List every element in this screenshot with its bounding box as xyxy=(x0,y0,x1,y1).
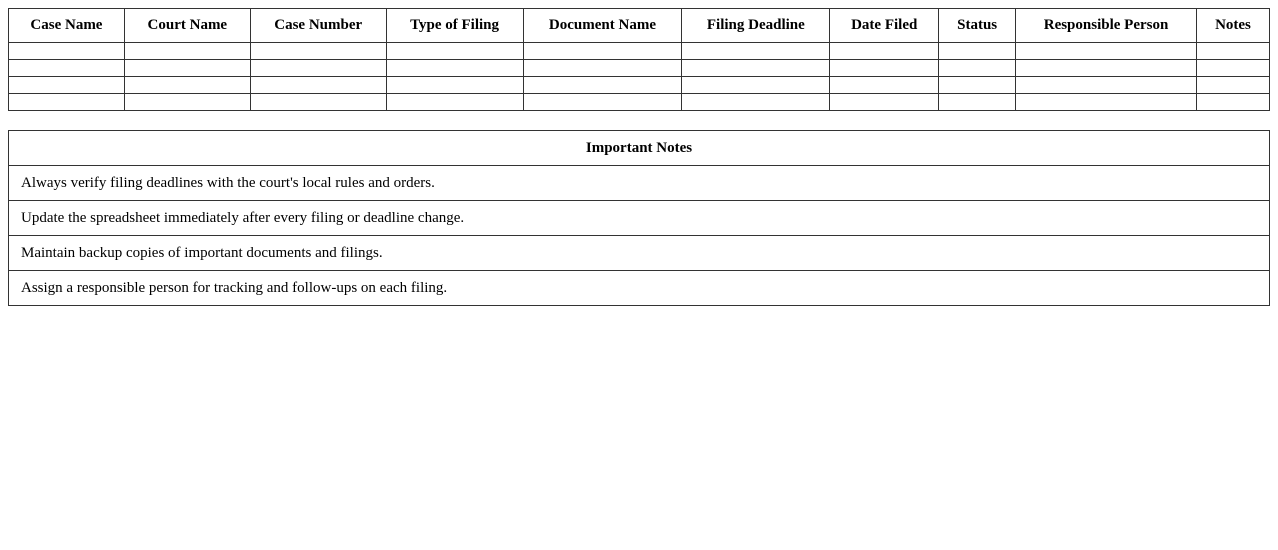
header-court-name: Court Name xyxy=(124,9,250,43)
table-cell[interactable] xyxy=(830,60,939,77)
table-cell[interactable] xyxy=(682,94,830,111)
table-cell[interactable] xyxy=(124,60,250,77)
table-cell[interactable] xyxy=(682,60,830,77)
table-cell[interactable] xyxy=(250,77,386,94)
table-cell[interactable] xyxy=(830,77,939,94)
table-cell[interactable] xyxy=(386,43,523,60)
table-cell[interactable] xyxy=(523,43,682,60)
note-item: Update the spreadsheet immediately after every filing or deadline change. xyxy=(9,201,1270,236)
table-cell[interactable] xyxy=(9,43,125,60)
header-date-filed: Date Filed xyxy=(830,9,939,43)
table-cell[interactable] xyxy=(1016,77,1197,94)
filing-tracker-table xyxy=(8,8,1270,111)
note-item: Maintain backup copies of important documents and filings. xyxy=(9,236,1270,271)
table-cell[interactable] xyxy=(939,94,1016,111)
header-responsible-person: Responsible Person xyxy=(1016,9,1197,43)
table-cell[interactable] xyxy=(523,94,682,111)
table-row xyxy=(9,94,1270,111)
tracker-body xyxy=(9,43,1270,111)
table-row xyxy=(9,77,1270,94)
table-cell[interactable] xyxy=(1196,43,1269,60)
table-cell[interactable] xyxy=(386,60,523,77)
table-cell[interactable] xyxy=(124,43,250,60)
table-cell[interactable] xyxy=(1016,60,1197,77)
table-cell[interactable] xyxy=(386,94,523,111)
note-row xyxy=(9,201,1270,236)
header-case-name: Case Name xyxy=(9,9,125,43)
table-cell[interactable] xyxy=(9,60,125,77)
header-status: Status xyxy=(939,9,1016,43)
table-cell[interactable] xyxy=(124,94,250,111)
table-cell[interactable] xyxy=(939,60,1016,77)
table-cell[interactable] xyxy=(124,77,250,94)
table-cell[interactable] xyxy=(939,43,1016,60)
table-cell[interactable] xyxy=(1196,94,1269,111)
header-row xyxy=(9,9,1270,43)
note-row xyxy=(9,236,1270,271)
table-cell[interactable] xyxy=(830,43,939,60)
header-notes: Notes xyxy=(1196,9,1269,43)
table-cell[interactable] xyxy=(1016,94,1197,111)
table-cell[interactable] xyxy=(1196,60,1269,77)
table-cell[interactable] xyxy=(830,94,939,111)
header-type-of-filing: Type of Filing xyxy=(386,9,523,43)
notes-header-row xyxy=(9,131,1270,166)
table-cell[interactable] xyxy=(9,94,125,111)
table-cell[interactable] xyxy=(386,77,523,94)
note-row xyxy=(9,271,1270,306)
table-cell[interactable] xyxy=(523,60,682,77)
note-item: Always verify filing deadlines with the court's local rules and orders. xyxy=(9,166,1270,201)
table-cell[interactable] xyxy=(682,77,830,94)
table-row xyxy=(9,43,1270,60)
table-cell[interactable] xyxy=(939,77,1016,94)
header-document-name: Document Name xyxy=(523,9,682,43)
important-notes-table xyxy=(8,130,1270,306)
table-cell[interactable] xyxy=(523,77,682,94)
table-cell[interactable] xyxy=(682,43,830,60)
header-filing-deadline: Filing Deadline xyxy=(682,9,830,43)
table-cell[interactable] xyxy=(1016,43,1197,60)
table-cell[interactable] xyxy=(250,60,386,77)
table-cell[interactable] xyxy=(9,77,125,94)
table-cell[interactable] xyxy=(250,43,386,60)
note-item: Assign a responsible person for tracking and follow-ups on each filing. xyxy=(9,271,1270,306)
table-row xyxy=(9,60,1270,77)
header-case-number: Case Number xyxy=(250,9,386,43)
table-cell[interactable] xyxy=(1196,77,1269,94)
notes-title: Important Notes xyxy=(9,131,1270,166)
note-row xyxy=(9,166,1270,201)
table-cell[interactable] xyxy=(250,94,386,111)
